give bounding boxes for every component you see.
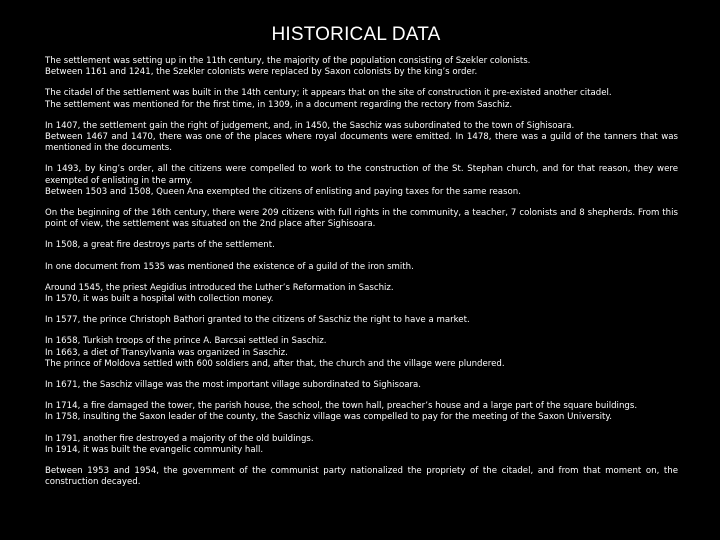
paragraph-line: In 1508, a great fire destroys parts of the settlement. <box>45 240 275 251</box>
paragraph-line: Between 1161 and 1241, the Szekler colonists were replaced by Saxon colonists by the king’s order. <box>45 67 478 78</box>
paragraph-line: In 1577, the prince Christoph Bathori granted to the citizens of Saschiz the right to have a market. <box>45 315 470 326</box>
paragraph <box>45 283 678 305</box>
paragraph-line: Between 1953 and 1954, the government of the communist party nationalized the propriety of the citadel, and from that moment on, the construction decayed. <box>45 466 678 488</box>
paragraph-line: In 1663, a diet of Transylvania was organized in Saschiz. <box>45 347 288 358</box>
paragraph-line: Around 1545, the priest Aegidius introduced the Luther’s Reformation in Saschiz. <box>45 282 394 293</box>
paragraph <box>45 315 678 326</box>
paragraph <box>45 121 678 155</box>
paragraph-line: In 1914, it was built the evangelic community hall. <box>45 444 264 455</box>
paragraph-line: In 1570, it was built a hospital with collection money. <box>45 294 274 305</box>
paragraph-line: Between 1467 and 1470, there was one of the places where royal documents were emitted. In 1478, there was a guild of the tanners that was mentioned in the documents. <box>45 132 678 154</box>
paragraph-line: In one document from 1535 was mentioned the existence of a guild of the iron smith. <box>45 261 414 272</box>
paragraph <box>45 401 678 423</box>
paragraph <box>45 164 678 198</box>
paragraph <box>45 88 678 110</box>
paragraph-line: On the beginning of the 16th century, there were 209 citizens with full rights in the community, a teacher, 7 colonists and 8 shepherds. From this point of view, the settlement was situated on the 2nd place after Sighisoara. <box>45 208 678 230</box>
paragraph <box>45 380 678 391</box>
historical-text <box>45 56 678 498</box>
paragraph-line: The settlement was setting up in the 11th century, the majority of the population consisting of Szekler colonists. <box>45 56 531 66</box>
paragraph-line: In 1671, the Saschiz village was the most important village subordinated to Sighisoara. <box>45 380 422 391</box>
paragraph-line: In 1493, by king’s order, all the citizens were compelled to work to the construction of the St. Stephan church, and for that reason, they were exempted of enlisting in the army. <box>45 164 678 186</box>
paragraph-line: In 1714, a fire damaged the tower, the parish house, the school, the town hall, preacher’s house and a large part of the square buildings. <box>45 401 638 412</box>
paragraph-line: Between 1503 and 1508, Queen Ana exempted the citizens of enlisting and paying taxes for the same reason. <box>45 186 521 197</box>
paragraph <box>45 336 678 370</box>
paragraph-line: In 1791, another fire destroyed a majority of the old buildings. <box>45 433 314 444</box>
paragraph-line: In 1758, insulting the Saxon leader of the county, the Saschiz village was compelled to pay for the meeting of the Saxon University. <box>45 412 612 423</box>
paragraph-line: In 1658, Turkish troops of the prince A. Barcsai settled in Saschiz. <box>45 336 327 347</box>
paragraph-line: The prince of Moldova settled with 600 soldiers and, after that, the church and the village were plundered. <box>45 358 505 369</box>
page-title: HISTORICAL DATA <box>271 24 441 45</box>
paragraph-line: In 1407, the settlement gain the right of judgement, and, in 1450, the Saschiz was subordinated to the town of Sighisoara. <box>45 120 575 131</box>
paragraph <box>45 56 678 78</box>
paragraph <box>45 466 678 488</box>
paragraph <box>45 262 678 273</box>
paragraph-line: The citadel of the settlement was built in the 14th century; it appears that on the site of construction it pre-existed another citadel. <box>45 88 612 99</box>
paragraph <box>45 208 678 230</box>
paragraph <box>45 434 678 456</box>
paragraph-line: The settlement was mentioned for the first time, in 1309, in a document regarding the rectory from Saschiz. <box>45 99 513 110</box>
paragraph <box>45 240 678 251</box>
